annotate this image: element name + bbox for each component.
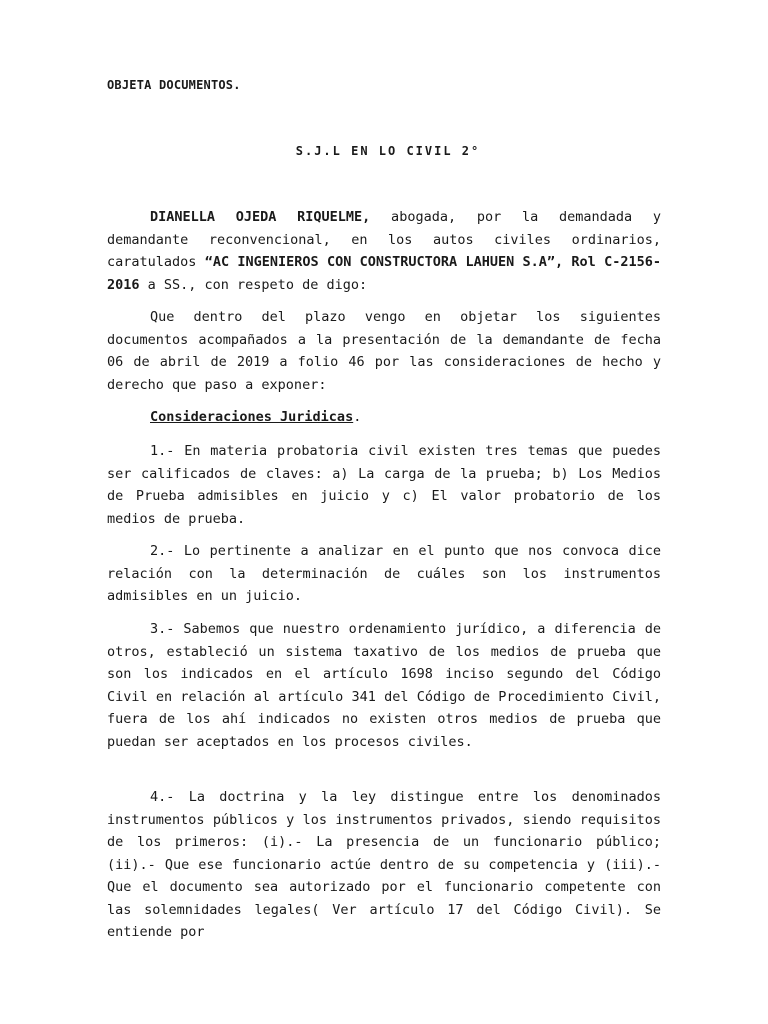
objection-title: OBJETA DOCUMENTOS. (107, 78, 241, 92)
paragraph-3 (107, 618, 661, 753)
section-heading-suffix: . (353, 409, 362, 425)
paragraph-2-text: 2.- Lo pertinente a analizar en el punto que nos convoca dice relación con la determinación de cuáles son los instrumentos admisibles en un juicio. (107, 543, 661, 604)
paragraph-3-text: 3.- Sabemos que nuestro ordenamiento jurídico, a diferencia de otros, estableció un sistema taxativo de los medios de prueba que son los indicados en el artículo 1698 inciso segundo del Código Civil en relación al artículo 341 del Código de Procedimiento Civil, fuera de los ahí indicados no existen otros medios de prueba que puedan ser aceptados en los procesos civiles. (107, 621, 661, 750)
intro-text-1: abogada, por la demandada y demandante reconvencional, en los autos civiles ordinarios, caratulados (107, 209, 661, 270)
case-title: “AC INGENIEROS CON CONSTRUCTORA LAHUEN S.A”, Rol C-2156-2016 (107, 254, 661, 293)
paragraph-2 (107, 540, 661, 608)
lawyer-name: DIANELLA OJEDA RIQUELME, (150, 209, 371, 225)
paragraph-1-text: 1.- En materia probatoria civil existen tres temas que puedes ser calificados de claves: a) La carga de la prueba; b) Los Medios de Prueba admisibles en juicio y c) El valor probatorio de los medios de prueba. (107, 443, 661, 527)
court-heading: S.J.L EN LO CIVIL 2° (295, 144, 481, 158)
section-heading: Consideraciones Juridicas (150, 409, 354, 425)
paragraph-4 (107, 786, 661, 944)
paragraph-1 (107, 440, 661, 530)
paragraph-que (107, 306, 661, 396)
paragraph-4-text: 4.- La doctrina y la ley distingue entre los denominados instrumentos públicos y los instrumentos privados, siendo requisitos de los primeros: (i).- La presencia de un funcionario público; (ii).- Que ese funcionario actúe dentro de su competencia y (iii).- Que el documento sea autorizado por el funcionario competente con las solemnidades legales( Ver artículo 17 del Código Civil). Se entiende por (107, 789, 661, 940)
intro-paragraph (107, 206, 661, 296)
section-heading-paragraph (107, 406, 661, 429)
paragraph-que-text: Que dentro del plazo vengo en objetar los siguientes documentos acompañados a la presentación de la demandante de fecha 06 de abril de 2019 a folio 46 por las consideraciones de hecho y derecho que paso a exponer: (107, 309, 661, 393)
intro-text-2: a SS., con respeto de digo: (139, 276, 368, 293)
